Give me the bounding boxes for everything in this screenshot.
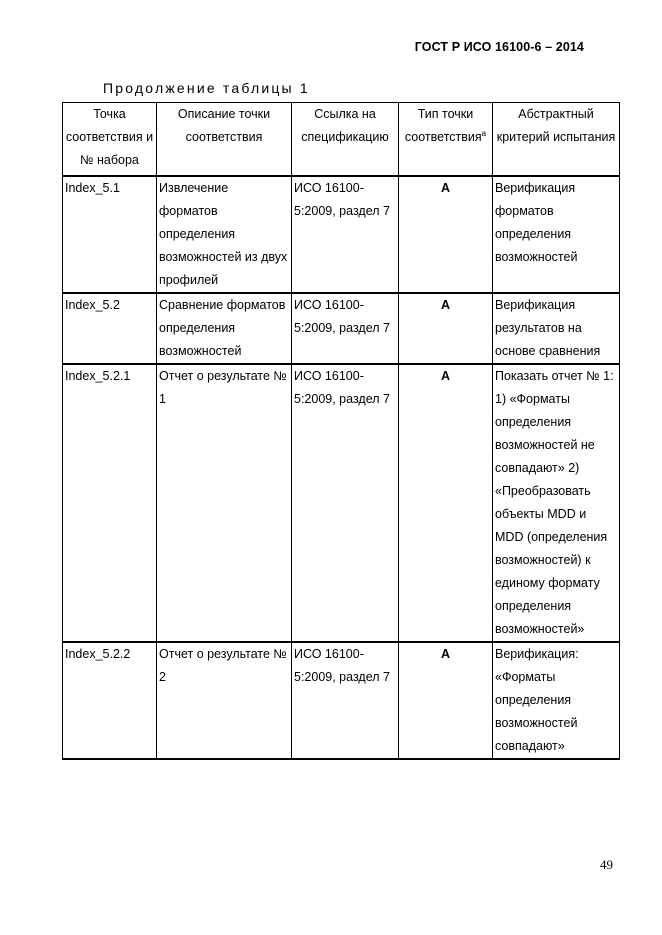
column-header-label: Точка соответствия и № набора [65,107,154,167]
column-header-label: Абстрактный критерий испытания [496,107,616,144]
column-header [157,103,292,177]
column-header [63,103,157,177]
column-header [292,103,399,177]
cell-type: А [399,642,493,759]
footnote-marker: a [481,128,487,138]
conformance-table [62,102,620,760]
cell-type: А [399,293,493,364]
cell-criterion: Показать отчет № 1: 1) «Форматы определения возможностей не совпадают» 2) «Преобразовать объекты MDD и MDD (определения возможностей) к единому формату определения возможностей» [493,364,620,642]
cell-criterion: Верификация: «Форматы определения возможностей совпадают» [493,642,620,759]
table-row [63,176,620,293]
table-row [63,293,620,364]
table-row [63,364,620,642]
cell-type: А [399,364,493,642]
cell-criterion: Верификация результатов на основе сравнения [493,293,620,364]
cell-description: Сравнение форматов определения возможностей [157,293,292,364]
page-number: 49 [600,857,613,872]
column-header-label: Тип точки соответствия [404,107,482,144]
cell-reference: ИСО 16100-5:2009, раздел 7 [292,293,399,364]
cell-id: Index_5.2 [63,293,157,364]
table-row [63,642,620,759]
cell-id: Index_5.1 [63,176,157,293]
cell-id: Index_5.2.1 [63,364,157,642]
cell-reference: ИСО 16100-5:2009, раздел 7 [292,176,399,293]
cell-description: Отчет о результате № 1 [157,364,292,642]
cell-description: Извлечение форматов определения возможностей из двух профилей [157,176,292,293]
column-header [399,103,493,177]
column-header [493,103,620,177]
document-header: ГОСТ Р ИСО 16100-6 – 2014 [414,40,584,54]
cell-reference: ИСО 16100-5:2009, раздел 7 [292,642,399,759]
cell-reference: ИСО 16100-5:2009, раздел 7 [292,364,399,642]
cell-criterion: Верификация форматов определения возможностей [493,176,620,293]
table-header-row [63,103,620,177]
table-caption: Продолжение таблицы 1 [103,80,310,96]
cell-id: Index_5.2.2 [63,642,157,759]
cell-type: А [399,176,493,293]
cell-description: Отчет о результате № 2 [157,642,292,759]
column-header-label: Описание точки соответствия [177,107,271,144]
column-header-label: Ссылка на спецификацию [301,107,389,144]
